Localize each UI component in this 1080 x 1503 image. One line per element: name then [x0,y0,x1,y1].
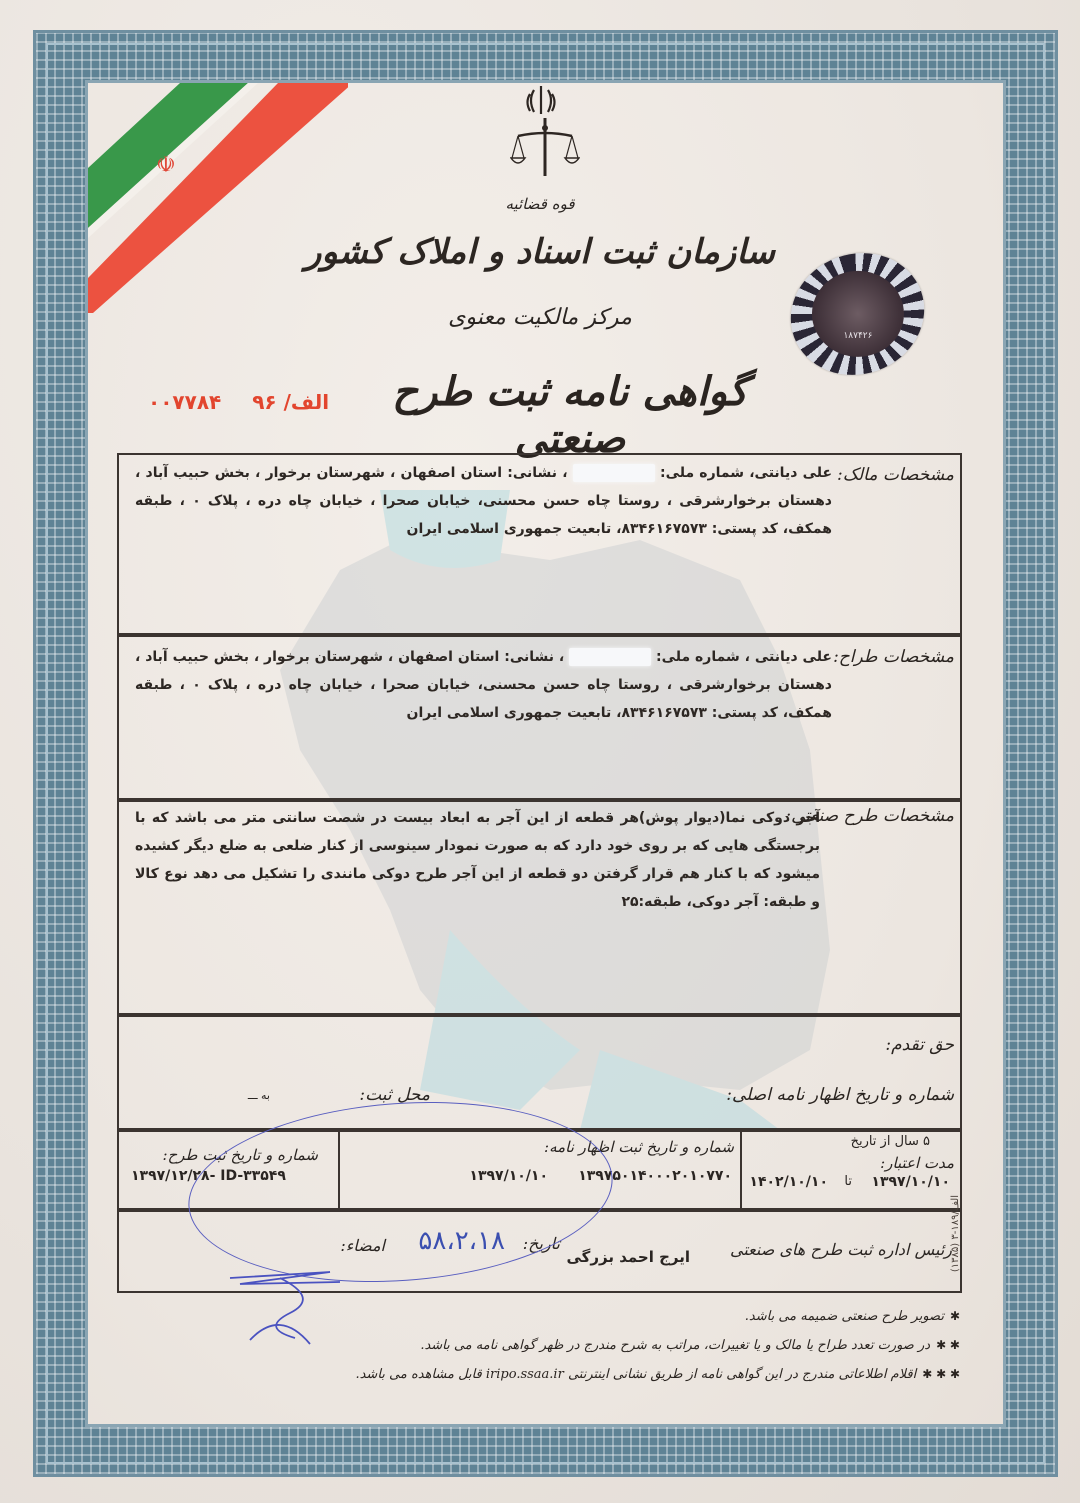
registration-value: ۱۳۹۷/۱۲/۲۸- ID-۳۳۵۴۹ [131,1168,286,1184]
designer-label: مشخصات طراح: [833,647,954,667]
design-description: آجر دوکی نما(دیوار پوش)هر قطعه از این آجر به ابعاد بیست در شصت سانتی متر می باشد که با برجستگی هایی که بر روی خود دارد که به صورت نمودار سینوسی از کنار ضلعی به ضلع دیگر کشیده میشود که با کنار هم قرار گرفتن دو قطعه از این آجر طرح دوکی مانندی را تشکیل می دهد نوع کالا و طبقه: آجر دوکی، طبقه:۲۵ [135,810,820,910]
sign-date-handwritten: ۵۸،۲،۱۸ [418,1226,505,1256]
form-code: (۱۳۸۵) ۳-الف/۱۸۹ [950,1195,961,1273]
organization-title: سازمان ثبت اسناد و املاک کشور [304,232,776,272]
validity-from: ۱۳۹۷/۱۰/۱۰ [871,1174,950,1190]
serial-series: الف/ ۹۶ [252,390,330,414]
sign-date-label: تاریخ: [522,1234,560,1253]
footnotes [355,1302,960,1389]
validity-column [740,1132,960,1208]
signatory-role: رئیس اداره ثبت طرح های صنعتی [730,1240,952,1259]
registration-label: شماره و تاریخ ثبت طرح: [162,1146,318,1164]
validity-label: مدت اعتبار: [880,1154,954,1172]
redacted-national-id [569,648,651,666]
star-icon: ✱ [949,1309,960,1323]
registration-place-label: محل ثبت: [359,1085,430,1105]
owner-section [117,453,962,635]
application-date: ۱۳۹۷/۱۰/۱۰ [469,1168,548,1184]
design-label: مشخصات طرح صنعتی: [785,806,954,826]
validity-to: ۱۴۰۲/۱۰/۱۰ [749,1174,828,1190]
center-title: مرکز مالکیت معنوی [448,305,632,330]
application-number: ۱۳۹۷۵۰۱۴۰۰۰۲۰۱۰۷۷۰ [578,1168,732,1184]
star-icon: ✱ ✱ ✱ [922,1367,960,1381]
note-1: ✱تصویر طرح صنعتی ضمیمه می باشد. [744,1309,960,1324]
flag-emblem-icon: ☫ [156,153,176,178]
signature-label: امضاء: [340,1236,385,1255]
iran-emblem-icon [522,84,560,118]
design-section [117,800,962,1015]
serial-number [148,390,353,414]
note-3: ✱ ✱ ✱اقلام اطلاعاتی مندرج در این گواهی نامه از طریق نشانی اینترنتی iripo.ssaa.ir قابل مشاهده می باشد. [355,1367,960,1382]
priority-section [117,1015,962,1130]
star-icon: ✱ ✱ [936,1338,960,1352]
redacted-national-id [573,464,655,482]
registration-place-value: به ـــ [247,1089,270,1102]
designer-details: علی دیانتی ، شماره ملی: ، نشانی: استان اصفهان ، شهرستان برخوار ، بخش حبیب آباد ، دهستان برخوارشرقی ، روستا چاه حسن محسنی، خیابان صحرا ، خیابان چاه دره ، پلاک ۰ ، طبقه همکف، کد پستی: ۸۳۴۶۱۶۷۵۷۳، تابعیت جمهوری اسلامی ایران [135,649,832,721]
owner-label: مشخصات مالک: [837,465,954,485]
validity-to-word: تا [844,1174,852,1189]
application-label: شماره و تاریخ ثبت اظهار نامه: [544,1138,734,1156]
handwritten-signature [220,1268,360,1348]
hologram-code: ۱۸۷۴۲۶ [812,271,904,357]
validity-note: ۵ سال از تاریخ [850,1134,930,1149]
judiciary-label: قوه قضائیه [505,195,575,213]
owner-details: علی دیانتی، شماره ملی: ، نشانی: استان اصفهان ، شهرستان برخوار ، بخش حبیب آباد ، دهستان برخوارشرقی ، روستا چاه حسن محسنی، خیابان صحرا ، خیابان چاه دره ، پلاک ۰ ، طبقه همکف، کد پستی: ۸۳۴۶۱۶۷۵۷۳، تابعیت جمهوری اسلامی ایران [135,465,833,537]
certificate-title: گواهی نامه ثبت طرح صنعتی [392,368,748,462]
designer-section [117,635,962,800]
justice-scales-icon [510,118,580,178]
note-2: ✱ ✱در صورت تعدد طراح یا مالک و یا تغییرات، مراتب به شرح مندرج در ظهر گواهی نامه می باشد. [420,1338,960,1353]
priority-label: حق تقدم: [885,1035,954,1055]
serial-digits: ۰۰۷۷۸۴ [148,390,222,414]
original-application-label: شماره و تاریخ اظهار نامه اصلی: [726,1085,954,1105]
signatory-name: ایرج احمد بزرگی [566,1248,690,1266]
